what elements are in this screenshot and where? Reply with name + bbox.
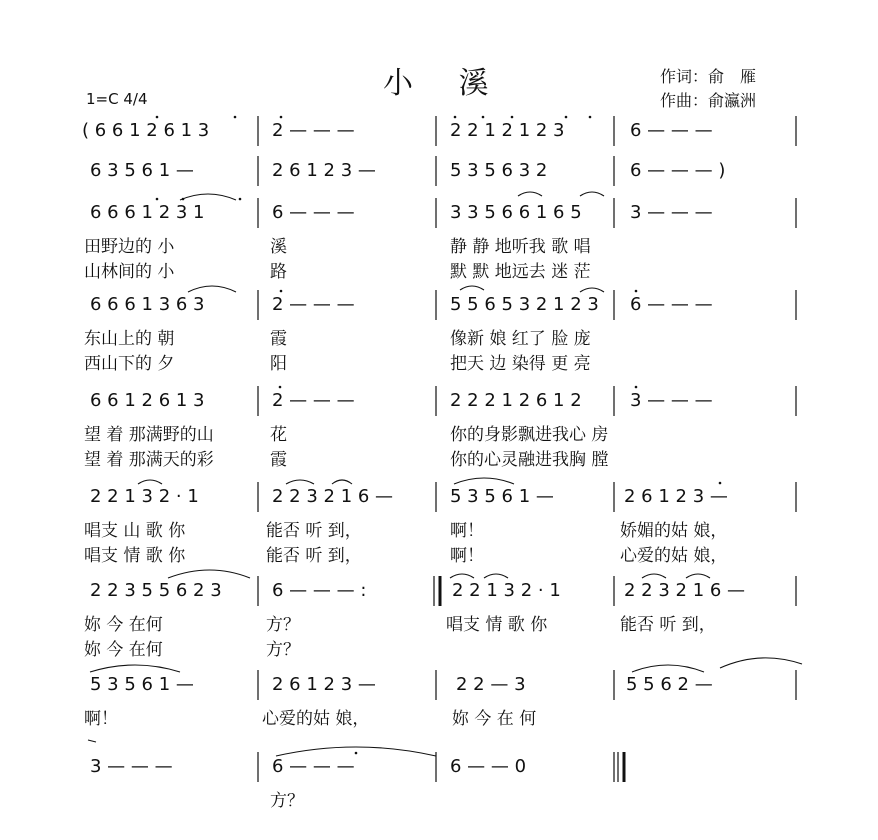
measure-2: 2 6 1 2 3 — <box>272 160 376 181</box>
measure-4: 5 5 6 2 — <box>626 674 713 695</box>
notation-line <box>0 576 878 606</box>
measure-3: 5 3 5 6 1 — <box>450 486 554 507</box>
notation-line <box>0 752 878 782</box>
measure-4: 6 — — — <box>630 294 713 315</box>
lyric-text: 田野边的 小 <box>84 237 175 257</box>
lyric-text: 默 默 地远去 迷 茫 <box>450 262 591 282</box>
lyric-text: 像新 娘 红了 脸 庞 <box>450 329 591 349</box>
lyric-text: 把天 边 染得 更 亮 <box>450 354 591 374</box>
lyric-text: 静 静 地听我 歌 唱 <box>450 237 591 257</box>
measure-4: 6 — — — <box>630 120 713 141</box>
measure-1: 2 2 3 5 5 6 2 3 <box>90 580 222 601</box>
lyric-text: 啊！ <box>84 709 118 729</box>
notation-line <box>0 386 878 416</box>
lyric-text: 方？ <box>266 640 300 660</box>
lyric-text: 望 着 那满天的彩 <box>84 450 214 470</box>
measure-1: ( 6 6 1 2 6 1 3 <box>82 120 210 141</box>
measure-1: 6 6 6 1 2 3 1 <box>90 202 205 223</box>
lyric-text: 妳 今 在 何 <box>452 709 537 729</box>
notation-line <box>0 482 878 512</box>
measure-4: 2 2 3 2 1 6 — <box>624 580 746 601</box>
lyric-text: 东山上的 朝 <box>84 329 175 349</box>
notation-line <box>0 116 878 146</box>
notation-line <box>0 670 878 700</box>
measure-1: 2 2 1 3 2 · 1 <box>90 486 199 507</box>
measure-3: 2 2 — 3 <box>456 674 526 695</box>
measure-3: 5 5 6 5 3 2 1 2 3 <box>450 294 599 315</box>
lyric-text: 心爱的姑 娘， <box>262 709 370 729</box>
measure-2: 2 6 1 2 3 — <box>272 674 376 695</box>
measure-1: 3 — — — <box>90 756 173 777</box>
lyric-text: 妳 今 在何 <box>84 640 163 660</box>
lyricist-credit: 作词：俞 雁 <box>660 67 757 86</box>
measure-3: 5 3 5 6 3 2 <box>450 160 548 181</box>
song-title: 小 溪 <box>383 66 507 101</box>
measure-2: 6 — — — <box>272 756 355 777</box>
lyric-text: 望 着 那满野的山 <box>84 425 214 445</box>
measure-1: 6 6 6 1 3 6 3 <box>90 294 205 315</box>
lyric-text: 溪 <box>270 237 287 257</box>
key-signature: 1=C 4/4 <box>86 90 148 108</box>
lyric-text: 啊！ <box>450 546 484 566</box>
notation-line <box>0 156 878 186</box>
lyric-text: 娇媚的姑 娘， <box>620 521 728 541</box>
lyric-text: 霞 <box>270 329 287 349</box>
measure-2: 6 — — — : <box>272 580 367 601</box>
lyric-text: 能否 听 到， <box>266 521 362 541</box>
lyric-text: 方？ <box>266 615 300 635</box>
lyric-text: 能否 听 到， <box>266 546 362 566</box>
measure-4: 6 — — — ) <box>630 160 726 181</box>
measure-3: 3 3 5 6 6 1 6 5 <box>450 202 582 223</box>
measure-3: 6 — — 0 <box>450 756 527 777</box>
measure-3: 2 2 1 2 1 2 3 <box>450 120 565 141</box>
lyric-text: 山林间的 小 <box>84 262 175 282</box>
measure-4: 3 — — — <box>630 202 713 223</box>
lyric-text: 霞 <box>270 450 287 470</box>
lyric-text: 唱支 情 歌 你 <box>446 615 548 635</box>
lyric-text: 啊！ <box>450 521 484 541</box>
lyric-text: 妳 今 在何 <box>84 615 163 635</box>
measure-4: 3 — — — <box>630 390 713 411</box>
measure-1: 6 3 5 6 1 — <box>90 160 194 181</box>
notation-line <box>0 290 878 320</box>
lyric-text: 路 <box>270 262 287 282</box>
lyric-text: 能否 听 到， <box>620 615 716 635</box>
lyric-text: 阳 <box>270 354 287 374</box>
measure-2: 6 — — — <box>272 202 355 223</box>
measure-2: 2 — — — <box>272 390 355 411</box>
lyric-text: 你的心灵融进我胸 膛 <box>450 450 609 470</box>
lyric-text: 唱支 情 歌 你 <box>84 546 186 566</box>
lyric-text: 唱支 山 歌 你 <box>84 521 186 541</box>
measure-1: 6 6 1 2 6 1 3 <box>90 390 205 411</box>
measure-2: 2 2 3 2 1 6 — <box>272 486 394 507</box>
measure-3: 2 2 2 1 2 6 1 2 <box>450 390 582 411</box>
measure-1: 5 3 5 6 1 — <box>90 674 194 695</box>
lyric-text: 你的身影飘进我心 房 <box>450 425 609 445</box>
measure-3: 2 2 1 3 2 · 1 <box>452 580 561 601</box>
lyric-text: 花 <box>270 425 287 445</box>
lyric-text: 方？ <box>270 791 304 811</box>
composer-credit: 作曲：俞瀛洲 <box>660 91 757 110</box>
measure-2: 2 — — — <box>272 120 355 141</box>
measure-2: 2 — — — <box>272 294 355 315</box>
lyric-text: 西山下的 夕 <box>84 354 175 374</box>
notation-line <box>0 198 878 228</box>
lyric-text: 心爱的姑 娘， <box>620 546 728 566</box>
measure-4: 2 6 1 2 3 — <box>624 486 728 507</box>
